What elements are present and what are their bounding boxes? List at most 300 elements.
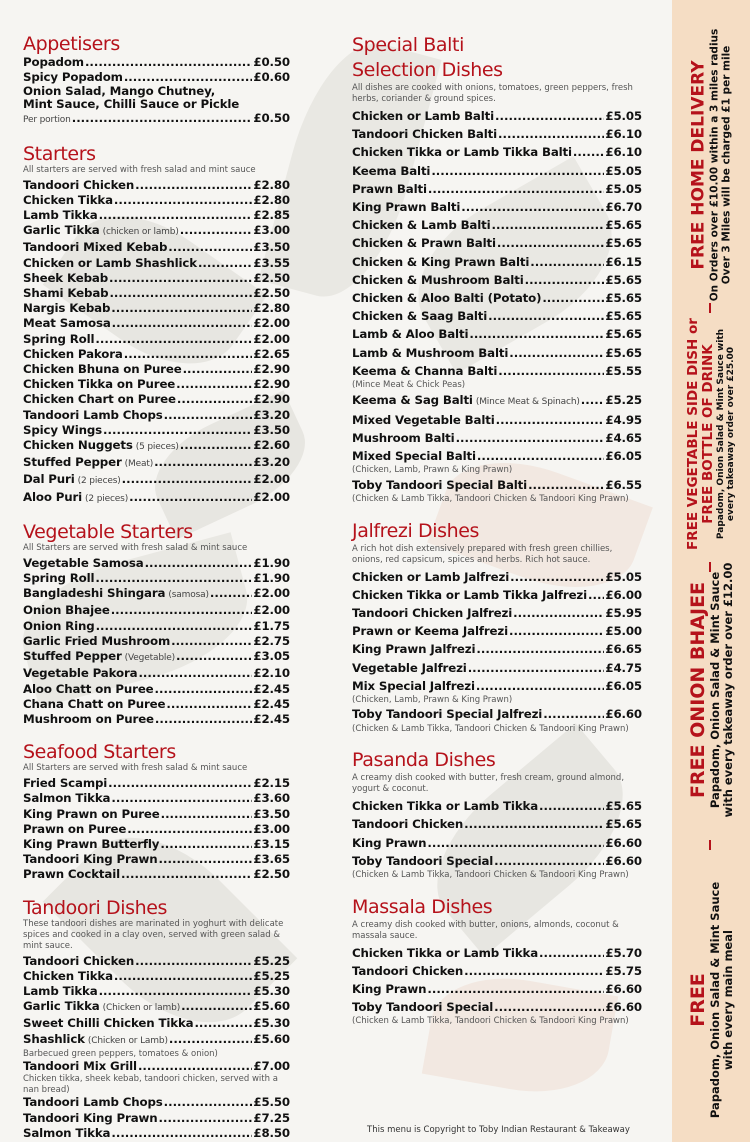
section-title: Selection Dishes [352,59,503,81]
dot-leader [121,867,252,882]
item-name: Toby Tandoori Special [352,853,494,868]
item-name: King Prawn Jalfrezi [352,642,476,657]
item-price: £3.50 [253,806,290,821]
item-price: £5.65 [605,345,642,360]
dot-leader [138,1059,252,1074]
item-price: £5.65 [605,218,642,233]
item-price: £5.95 [605,605,642,620]
dot-leader [469,325,604,343]
menu-item [23,697,290,712]
section-description: All Starters are served with fresh salad & mint sauce [23,542,248,553]
item-price: £5.30 [253,1016,290,1031]
menu-item [23,111,290,128]
promo-divider [709,303,711,313]
section-description: All starters are served with fresh salad and mint sauce [23,164,256,175]
menu-item [352,447,642,465]
item-price: £2.45 [253,696,290,711]
item-price: £6.60 [605,707,642,722]
menu-item [23,603,290,618]
menu-item [23,223,290,240]
item-price: £0.50 [253,55,290,69]
dot-leader [154,455,252,470]
menu-item [352,568,642,586]
item-name: Fried Scampi [23,776,108,791]
item-price: £6.15 [605,254,642,269]
item-name: Chicken Nuggets [23,438,133,453]
menu-item [23,852,290,867]
menu-item [23,1111,290,1126]
dot-leader [492,216,605,234]
item-price: £5.05 [605,569,642,584]
item-name: Chicken & Prawn Balti [352,236,496,251]
menu-item [23,634,290,649]
item-name: Tandoori Lamb Chops [23,407,163,422]
dot-leader [135,178,252,193]
dot-leader [111,791,252,806]
item-name: Mix Special Jalfrezi [352,678,475,693]
dot-leader [176,649,252,664]
menu-item [23,178,290,193]
dot-leader [164,1095,253,1110]
item-name: Lamb & Aloo Balti [352,327,469,342]
dot-leader [530,253,604,271]
promo-text: every takeaway order over £25.00 [726,346,736,522]
dot-leader [122,472,253,487]
section-title: Pasanda Dishes [352,749,496,772]
item-note: (Mince Meat & Chick Peas) [352,380,466,391]
menu-item [23,1059,290,1074]
item-name: Chana Chatt on Puree [23,696,166,711]
dot-leader [169,1032,253,1047]
menu-item [23,70,290,85]
item-price: £6.05 [605,678,642,693]
section-title: Vegetable Starters [23,520,193,543]
item-note: (Chicken & Lamb Tikka, Tandoori Chicken & Tandoori King Prawn) [352,723,629,734]
item-name: Tandoori Chicken [352,963,464,978]
item-name: Aloo Puri [23,489,83,504]
item-price: £5.65 [605,291,642,306]
item-price: £3.55 [253,255,290,270]
item-detail: (5 pieces) [135,442,179,453]
dot-leader [155,712,253,727]
item-name: Shashlick [23,1031,85,1046]
item-name: Keema & Channa Balti [352,363,498,378]
dot-leader [488,307,604,325]
menu-item [23,472,290,489]
item-price: £0.60 [253,70,290,85]
dot-leader [135,954,252,969]
menu-item [352,289,642,307]
item-price: £6.05 [605,449,642,464]
promo-text: Papadom, Onion Salad & Mint Sauce [708,571,722,809]
dot-leader [159,852,253,867]
dot-leader [95,332,252,347]
dot-leader [145,556,253,571]
dot-leader [166,697,252,712]
item-price: £5.05 [605,109,642,123]
item-price: £5.50 [253,1095,290,1110]
promo-text: Papadom, Onion Salad & Mint Sauce [708,881,722,1119]
menu-item [23,377,290,392]
item-name: Prawn on Puree [23,821,127,836]
menu-item [352,980,642,998]
menu-item [352,944,642,962]
item-price: £6.65 [605,642,642,657]
item-name: Popadom [23,55,84,69]
item-name: Stuffed Pepper [23,455,122,470]
menu-item [23,649,290,666]
dot-leader [181,999,252,1014]
menu-item [23,954,290,969]
dot-leader [464,962,604,980]
menu-section-appetisers [23,33,290,129]
menu-item [23,776,290,791]
menu-item [23,301,290,316]
dot-leader [198,256,252,271]
section-description: All Starters are served with fresh salad & mint sauce [23,763,248,774]
menu-item [352,586,642,604]
menu-item [23,807,290,822]
item-note: Chicken tikka, sheek kebab, tandoori chicken, served with a nan bread) [23,1074,278,1095]
menu-item [352,143,642,161]
menu-item [23,682,290,697]
dot-leader [539,797,604,815]
menu-item [352,162,642,180]
item-price: £6.00 [605,587,642,602]
promo-heading: FREE ONION BHAJEE [687,581,709,799]
menu-item [352,834,642,852]
item-name: Spicy Popadom [23,70,123,85]
item-name: Tandoori Chicken [23,177,135,192]
item-name: Garlic Tikka [23,223,100,238]
section-description: All dishes are cooked with onions, tomatoes, green peppers, fresh herbs, coriander & ground spices. [352,83,633,104]
dot-leader [509,622,604,640]
item-name: Chicken Tikka or Lamb Tikka Balti [352,145,572,160]
dot-leader [476,677,605,695]
item-name: Chicken or Lamb Jalfrezi [352,569,510,584]
item-name: Tandoori Chicken [23,953,135,968]
promo-text: with every main meal [721,930,735,1070]
menu-item [352,622,642,640]
item-price: £2.45 [253,681,290,696]
menu-section-seafood [23,741,290,882]
item-name: Chicken Tikka or Lamb Tikka [352,945,539,960]
menu-item [352,677,642,695]
item-note: (Chicken & Lamb Tikka, Tandoori Chicken & Tandoori King Prawn) [352,1016,629,1027]
item-price: £2.00 [253,316,290,331]
item-name: Chicken & Saag Balti [352,309,488,324]
dot-leader [183,362,253,377]
menu-item [352,476,642,494]
menu-item [23,408,290,423]
menu-item [23,423,290,438]
item-detail: (2 pieces) [77,476,121,487]
menu-section-jalfrezi [352,519,642,735]
item-price: £2.85 [253,208,290,223]
menu-item [23,55,290,70]
item-name: Tandoori Mixed Kebab [23,240,168,255]
item-detail: (Meat) [124,459,154,470]
item-name: Meat Samosa [23,316,111,331]
item-price: £2.50 [253,286,290,301]
item-price: £6.60 [605,835,642,850]
dot-leader [99,984,253,999]
item-name: Garlic Tikka [23,999,100,1014]
menu-item [352,852,642,870]
dot-leader [138,666,252,681]
dot-leader [114,193,253,208]
dot-leader [127,822,252,837]
item-price: £5.05 [605,181,642,196]
item-name: Chicken or Lamb Shashlick [23,255,197,270]
item-name: Chicken & King Prawn Balti [352,254,530,269]
dot-leader [129,490,252,505]
menu-item [23,571,290,586]
item-name: Vegetable Jalfrezi [352,660,467,675]
promo-free-papadom [687,882,735,1118]
menu-section-pasanda [352,748,642,880]
item-name: Sweet Chilli Chicken Tikka [23,1016,194,1031]
item-price: £2.80 [253,177,290,192]
item-price: £2.00 [253,489,290,504]
item-price: £2.65 [253,346,290,361]
dot-leader [111,1126,252,1141]
item-price: £2.00 [253,472,290,487]
item-note: (Chicken, Lamb, Prawn & King Prawn) [352,694,513,705]
right-column [352,33,642,1041]
item-note: Barbecued green peppers, tomatoes & onion) [23,1048,218,1059]
item-name: Chicken Tikka [23,968,113,983]
item-name: Chicken Tikka [23,192,113,207]
item-price: £5.75 [605,963,642,978]
dot-leader [155,682,253,697]
item-price: £2.00 [253,603,290,618]
dot-leader [509,344,604,362]
item-name: Prawn Balti [352,181,427,196]
dot-leader [180,438,253,453]
item-name: Chicken Pakora [23,346,123,361]
item-price: £6.55 [605,477,642,492]
item-name: Chicken & Mushroom Balti [352,272,524,287]
item-price: £1.90 [253,571,290,586]
menu-item [352,411,642,429]
item-name: Salmon Tikka [23,1125,111,1140]
item-name: Chicken & Lamb Balti [352,218,491,233]
menu-item [352,180,642,198]
item-price: £5.00 [605,624,642,639]
item-price: £1.90 [253,555,290,570]
item-price: £5.65 [605,272,642,287]
item-detail: (samosa) [168,590,209,601]
condiments-line: Onion Salad, Mango Chutney, [23,84,216,99]
item-price: £5.65 [605,327,642,342]
dot-leader [176,377,252,392]
menu-item [352,271,642,289]
section-title: Appetisers [23,33,120,55]
item-price: £7.00 [253,1059,290,1074]
promo-text: On Orders over £10.00 within a 3 miles radius [708,28,721,302]
section-description: A creamy dish cooked with butter, onions, almonds, coconut & massala sauce. [352,919,619,941]
copyright-footer: This menu is Copyright to Toby Indian Restaurant & Takeaway [367,1125,630,1135]
menu-item [352,429,642,447]
item-name: Tandoori Lamb Chops [23,1095,163,1110]
item-price: £3.05 [253,649,290,664]
item-price: £1.75 [253,618,290,633]
menu-item [23,286,290,301]
dot-leader [431,162,604,180]
item-detail: (chicken or lamb) [102,227,179,238]
section-description: A rich hot dish extensively prepared with fresh green chillies, onions, red capsicum, spices and herbs. Rich hot sauce. [352,543,613,565]
promo-free-delivery [690,29,733,302]
dot-leader [428,180,605,198]
dot-leader [573,143,605,161]
menu-item [23,316,290,331]
item-name: Onion Bhajee [23,603,110,618]
item-price: £2.75 [253,633,290,648]
item-name: Lamb & Mushroom Balti [352,345,509,360]
dot-leader [542,289,604,307]
item-name: King Prawn Butterfly [23,836,160,851]
item-price: £5.60 [253,999,290,1014]
menu-item [23,362,290,377]
menu-item [352,705,642,723]
item-name: Keema & Sag Balti [352,392,473,407]
promo-text: Over 3 Miles will be charged £1 per mile [720,45,733,285]
section-description: These tandoori dishes are marinated in yoghurt with delicate spices and cooked in a clay oven, served with green salad & mint sauce. [23,918,284,951]
menu-section-starters [23,143,290,507]
item-price: £0.50 [253,111,290,126]
dot-leader [539,944,604,962]
item-price: £2.45 [253,711,290,726]
menu-item [23,1032,290,1049]
menu-section-veg-starters [23,521,290,727]
item-name: Lamb Tikka [23,983,98,998]
dot-leader [194,1016,252,1031]
menu-item [23,791,290,806]
item-name: King Prawn on Puree [23,806,160,821]
dot-leader [456,429,605,447]
dot-leader [159,1111,253,1126]
promo-divider [709,840,711,850]
dot-leader [497,234,605,252]
menu-item [23,455,290,472]
dot-leader [496,411,605,429]
item-price: £5.65 [605,817,642,832]
item-detail: (Chicken or Lamb) [87,1035,168,1046]
dot-leader [85,55,252,70]
dot-leader [588,586,604,604]
section-title: Starters [23,142,96,165]
menu-item [352,234,642,252]
section-description: A creamy dish cooked with butter, fresh cream, ground almond, yogurt & coconut. [352,773,625,795]
menu-item [23,837,290,852]
item-name: Tandoori King Prawn [23,852,158,867]
promo-text: Papadom, Onion Salad & Mint Sauce with [716,328,726,540]
menu-item [352,216,642,234]
dot-leader [164,408,253,423]
item-name: Stuffed Pepper [23,649,122,664]
item-price: £5.25 [605,392,642,407]
section-title: Massala Dishes [352,895,493,918]
dot-leader [476,640,604,658]
item-price: £2.50 [253,867,290,882]
dot-leader [168,240,252,255]
item-name: Chicken Tikka on Puree [23,377,176,392]
dot-leader [95,571,252,586]
item-name: Prawn Cocktail [23,867,121,882]
item-price: £2.60 [253,438,290,453]
item-name: Chicken Bhuna on Puree [23,362,182,377]
menu-item [23,984,290,999]
dot-leader [160,837,252,852]
menu-item [352,198,642,216]
menu-item [23,490,290,507]
dot-leader [210,586,253,601]
item-name: Bangladeshi Shingara [23,586,166,601]
dot-leader [109,271,252,286]
item-price: £6.10 [605,145,642,160]
menu-item [23,1095,290,1110]
item-name: King Prawn [352,981,427,996]
dot-leader [161,807,253,822]
item-detail: (Chicken or lamb) [102,1003,181,1014]
menu-item [23,586,290,603]
dot-leader [543,705,604,723]
item-name: Onion Ring [23,618,95,633]
menu-item [23,392,290,407]
item-price: £5.25 [253,968,290,983]
item-price: £8.50 [253,1125,290,1140]
item-name: Chicken Tikka or Lamb Tikka Jalfrezi [352,587,588,602]
item-price: £2.90 [253,362,290,377]
dot-leader [498,125,604,143]
menu-item [352,604,642,622]
section-title: Tandoori Dishes [23,896,168,919]
item-name: Dal Puri [23,472,75,487]
menu-item [23,438,290,455]
item-detail: Per portion [23,115,71,126]
item-price: £2.90 [253,377,290,392]
menu-item [352,391,642,411]
promo-heading: FREE [687,973,709,1027]
item-price: £3.00 [253,223,290,238]
dot-leader [180,223,253,238]
item-name: Keema Balti [352,163,431,178]
menu-item [352,962,642,980]
item-price: £3.15 [253,836,290,851]
item-name: Spring Roll [23,571,95,586]
dot-leader [171,634,252,649]
dot-leader [108,776,252,791]
item-price: £5.55 [605,363,642,378]
item-name: Lamb Tikka [23,208,98,223]
item-price: £6.60 [605,1000,642,1015]
item-name: Mushroom Balti [352,430,455,445]
item-price: £2.00 [253,586,290,601]
item-name: Nargis Kebab [23,301,111,316]
item-price: £6.10 [605,127,642,142]
item-price: £5.25 [253,953,290,968]
item-price: £4.65 [605,430,642,445]
menu-item [23,867,290,882]
menu-section-balti [352,33,642,505]
promo-panel [672,0,750,1142]
condiments-line: Mint Sauce, Chilli Sauce or Pickle [23,97,240,112]
item-name: Chicken or Lamb Balti [352,109,495,123]
item-price: £6.70 [605,200,642,215]
item-note: (Chicken & Lamb Tikka, Tandoori Chicken & Tandoori King Prawn) [352,494,629,505]
promo-heading: FREE VEGETABLE SIDE DISH or [685,318,701,550]
